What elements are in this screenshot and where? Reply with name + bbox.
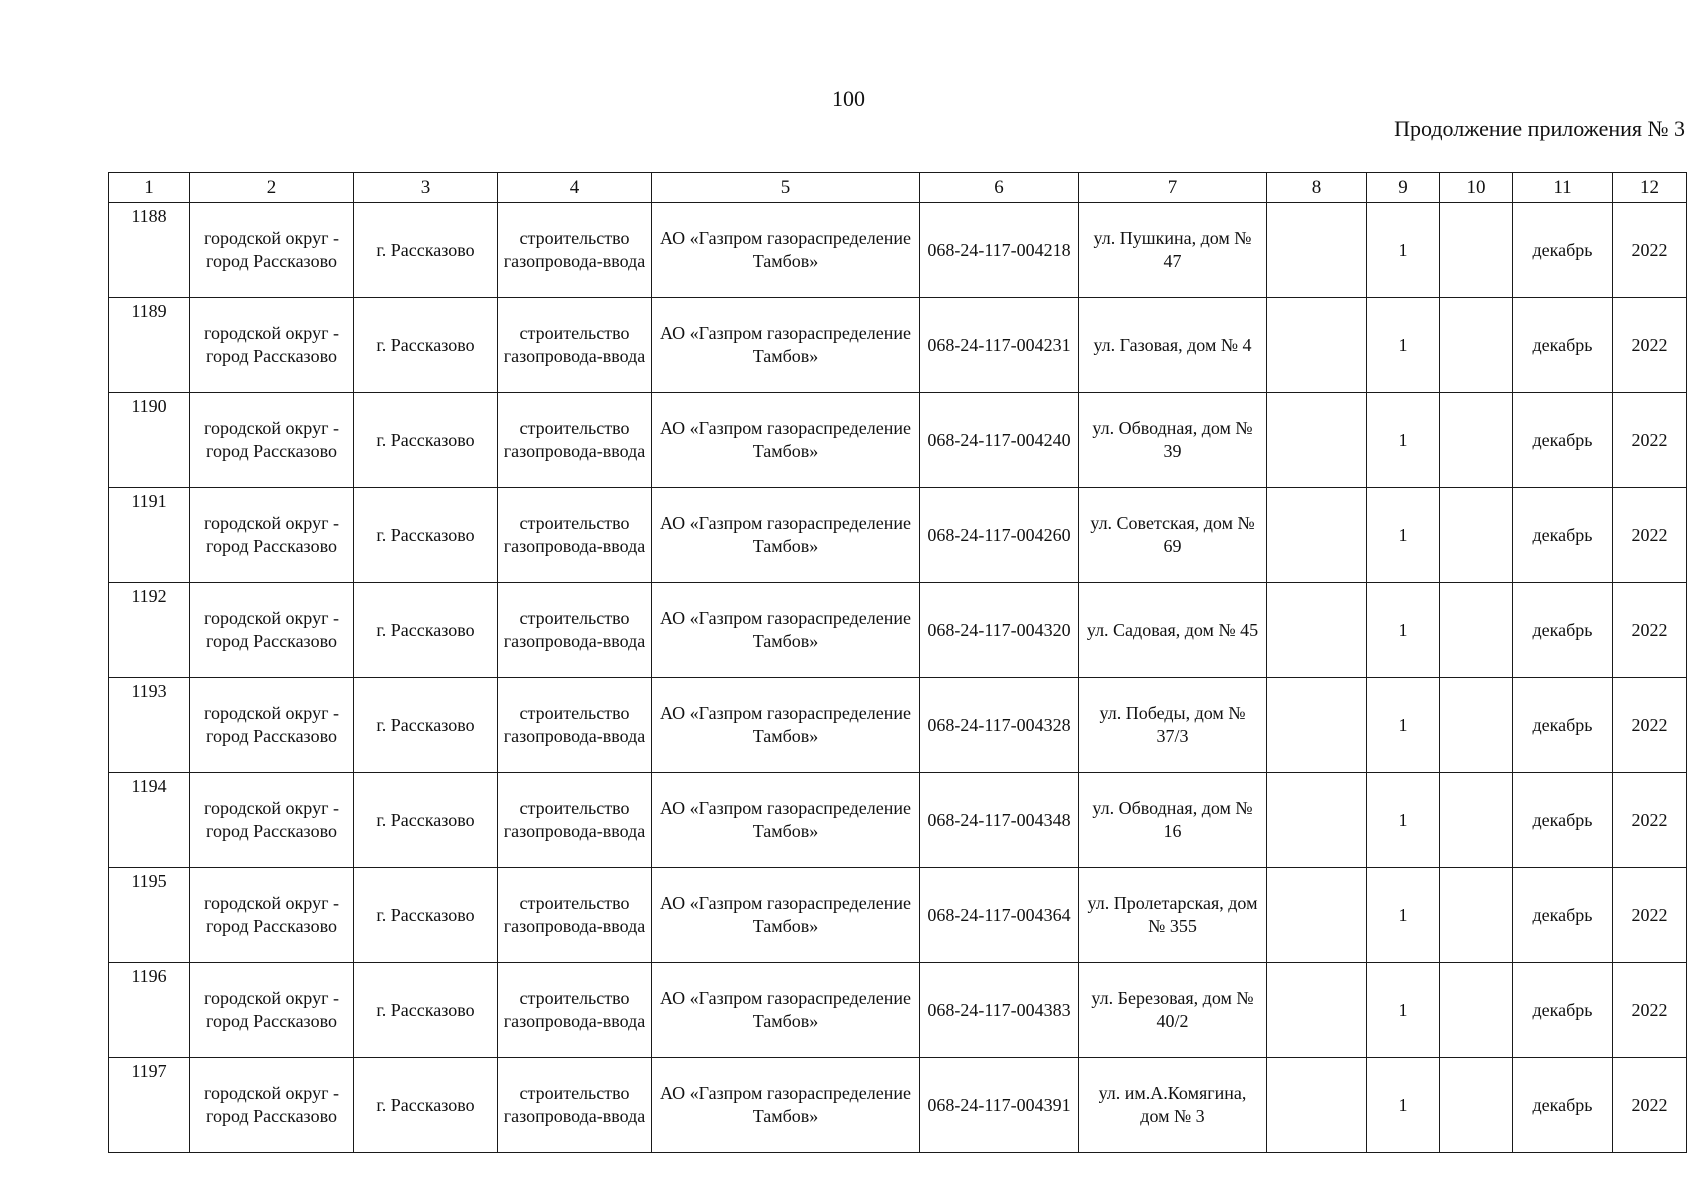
row-number: 1188 xyxy=(109,203,190,298)
address-cell: ул. Пролетарская, дом № 355 xyxy=(1079,868,1267,963)
locality-cell: г. Рассказово xyxy=(354,393,498,488)
year-cell: 2022 xyxy=(1613,963,1687,1058)
district-cell: городской округ - город Рассказово xyxy=(190,963,354,1058)
district-cell: городской округ - город Рассказово xyxy=(190,868,354,963)
month-cell: декабрь xyxy=(1513,488,1613,583)
object-code-cell: 068-24-117-004364 xyxy=(920,868,1079,963)
work-type-cell: строительство газопровода-ввода xyxy=(498,1058,652,1153)
column-8-cell xyxy=(1267,1058,1367,1153)
work-type-cell: строительство газопровода-ввода xyxy=(498,298,652,393)
row-number: 1190 xyxy=(109,393,190,488)
quantity-cell: 1 xyxy=(1367,868,1440,963)
work-type-cell: строительство газопровода-ввода xyxy=(498,678,652,773)
table-row xyxy=(109,203,1687,298)
object-code-cell: 068-24-117-004383 xyxy=(920,963,1079,1058)
address-cell: ул. им.А.Комягина, дом № 3 xyxy=(1079,1058,1267,1153)
locality-cell: г. Рассказово xyxy=(354,773,498,868)
column-8-cell xyxy=(1267,583,1367,678)
table-row xyxy=(109,963,1687,1058)
organization-cell: АО «Газпром газораспределение Тамбов» xyxy=(652,678,920,773)
column-8-cell xyxy=(1267,298,1367,393)
address-cell: ул. Обводная, дом № 16 xyxy=(1079,773,1267,868)
column-10-cell xyxy=(1440,773,1513,868)
column-header: 2 xyxy=(190,173,354,203)
locality-cell: г. Рассказово xyxy=(354,963,498,1058)
object-code-cell: 068-24-117-004320 xyxy=(920,583,1079,678)
row-number: 1195 xyxy=(109,868,190,963)
work-type-cell: строительство газопровода-ввода xyxy=(498,773,652,868)
column-8-cell xyxy=(1267,488,1367,583)
organization-cell: АО «Газпром газораспределение Тамбов» xyxy=(652,583,920,678)
column-8-cell xyxy=(1267,868,1367,963)
month-cell: декабрь xyxy=(1513,678,1613,773)
column-header: 7 xyxy=(1079,173,1267,203)
object-code-cell: 068-24-117-004240 xyxy=(920,393,1079,488)
work-type-cell: строительство газопровода-ввода xyxy=(498,393,652,488)
quantity-cell: 1 xyxy=(1367,298,1440,393)
district-cell: городской округ - город Рассказово xyxy=(190,393,354,488)
column-header: 1 xyxy=(109,173,190,203)
organization-cell: АО «Газпром газораспределение Тамбов» xyxy=(652,773,920,868)
district-cell: городской округ - город Рассказово xyxy=(190,773,354,868)
column-header: 3 xyxy=(354,173,498,203)
quantity-cell: 1 xyxy=(1367,678,1440,773)
table-row xyxy=(109,773,1687,868)
month-cell: декабрь xyxy=(1513,773,1613,868)
column-10-cell xyxy=(1440,298,1513,393)
address-cell: ул. Обводная, дом № 39 xyxy=(1079,393,1267,488)
district-cell: городской округ - город Рассказово xyxy=(190,298,354,393)
work-type-cell: строительство газопровода-ввода xyxy=(498,203,652,298)
column-header: 5 xyxy=(652,173,920,203)
locality-cell: г. Рассказово xyxy=(354,1058,498,1153)
month-cell: декабрь xyxy=(1513,868,1613,963)
table-row xyxy=(109,868,1687,963)
month-cell: декабрь xyxy=(1513,203,1613,298)
month-cell: декабрь xyxy=(1513,393,1613,488)
year-cell: 2022 xyxy=(1613,583,1687,678)
district-cell: городской округ - город Рассказово xyxy=(190,1058,354,1153)
table-row xyxy=(109,488,1687,583)
column-10-cell xyxy=(1440,488,1513,583)
year-cell: 2022 xyxy=(1613,488,1687,583)
column-10-cell xyxy=(1440,1058,1513,1153)
object-code-cell: 068-24-117-004260 xyxy=(920,488,1079,583)
column-10-cell xyxy=(1440,393,1513,488)
month-cell: декабрь xyxy=(1513,963,1613,1058)
work-type-cell: строительство газопровода-ввода xyxy=(498,583,652,678)
column-8-cell xyxy=(1267,393,1367,488)
address-cell: ул. Пушкина, дом № 47 xyxy=(1079,203,1267,298)
locality-cell: г. Рассказово xyxy=(354,868,498,963)
column-header: 12 xyxy=(1613,173,1687,203)
organization-cell: АО «Газпром газораспределение Тамбов» xyxy=(652,1058,920,1153)
locality-cell: г. Рассказово xyxy=(354,298,498,393)
address-cell: ул. Победы, дом № 37/3 xyxy=(1079,678,1267,773)
column-8-cell xyxy=(1267,773,1367,868)
organization-cell: АО «Газпром газораспределение Тамбов» xyxy=(652,393,920,488)
row-number: 1197 xyxy=(109,1058,190,1153)
year-cell: 2022 xyxy=(1613,298,1687,393)
column-number-row xyxy=(109,173,1687,203)
organization-cell: АО «Газпром газораспределение Тамбов» xyxy=(652,298,920,393)
district-cell: городской округ - город Рассказово xyxy=(190,488,354,583)
quantity-cell: 1 xyxy=(1367,488,1440,583)
object-code-cell: 068-24-117-004348 xyxy=(920,773,1079,868)
column-10-cell xyxy=(1440,203,1513,298)
organization-cell: АО «Газпром газораспределение Тамбов» xyxy=(652,488,920,583)
work-type-cell: строительство газопровода-ввода xyxy=(498,868,652,963)
column-header: 4 xyxy=(498,173,652,203)
year-cell: 2022 xyxy=(1613,1058,1687,1153)
column-header: 11 xyxy=(1513,173,1613,203)
month-cell: декабрь xyxy=(1513,298,1613,393)
address-cell: ул. Советская, дом № 69 xyxy=(1079,488,1267,583)
column-header: 8 xyxy=(1267,173,1367,203)
row-number: 1192 xyxy=(109,583,190,678)
address-cell: ул. Садовая, дом № 45 xyxy=(1079,583,1267,678)
locality-cell: г. Рассказово xyxy=(354,678,498,773)
row-number: 1193 xyxy=(109,678,190,773)
table-row xyxy=(109,298,1687,393)
column-10-cell xyxy=(1440,678,1513,773)
table-row xyxy=(109,678,1687,773)
locality-cell: г. Рассказово xyxy=(354,488,498,583)
work-type-cell: строительство газопровода-ввода xyxy=(498,963,652,1058)
quantity-cell: 1 xyxy=(1367,963,1440,1058)
work-type-cell: строительство газопровода-ввода xyxy=(498,488,652,583)
object-code-cell: 068-24-117-004328 xyxy=(920,678,1079,773)
quantity-cell: 1 xyxy=(1367,1058,1440,1153)
table-row xyxy=(109,393,1687,488)
table-row xyxy=(109,583,1687,678)
month-cell: декабрь xyxy=(1513,583,1613,678)
locality-cell: г. Рассказово xyxy=(354,583,498,678)
district-cell: городской округ - город Рассказово xyxy=(190,203,354,298)
locality-cell: г. Рассказово xyxy=(354,203,498,298)
column-8-cell xyxy=(1267,203,1367,298)
row-number: 1189 xyxy=(109,298,190,393)
table-body xyxy=(109,203,1687,1153)
organization-cell: АО «Газпром газораспределение Тамбов» xyxy=(652,203,920,298)
year-cell: 2022 xyxy=(1613,773,1687,868)
month-cell: декабрь xyxy=(1513,1058,1613,1153)
address-cell: ул. Газовая, дом № 4 xyxy=(1079,298,1267,393)
year-cell: 2022 xyxy=(1613,393,1687,488)
organization-cell: АО «Газпром газораспределение Тамбов» xyxy=(652,868,920,963)
year-cell: 2022 xyxy=(1613,678,1687,773)
quantity-cell: 1 xyxy=(1367,773,1440,868)
object-code-cell: 068-24-117-004218 xyxy=(920,203,1079,298)
page-number: 100 xyxy=(832,86,865,111)
organization-cell: АО «Газпром газораспределение Тамбов» xyxy=(652,963,920,1058)
column-header: 9 xyxy=(1367,173,1440,203)
appendix-continuation-note: Продолжение приложения № 3 xyxy=(1394,116,1685,141)
column-10-cell xyxy=(1440,583,1513,678)
table-row xyxy=(109,1058,1687,1153)
registry-table xyxy=(108,172,1687,1153)
row-number: 1194 xyxy=(109,773,190,868)
row-number: 1191 xyxy=(109,488,190,583)
object-code-cell: 068-24-117-004231 xyxy=(920,298,1079,393)
column-8-cell xyxy=(1267,963,1367,1058)
column-header: 6 xyxy=(920,173,1079,203)
year-cell: 2022 xyxy=(1613,868,1687,963)
column-10-cell xyxy=(1440,868,1513,963)
year-cell: 2022 xyxy=(1613,203,1687,298)
column-header: 10 xyxy=(1440,173,1513,203)
column-8-cell xyxy=(1267,678,1367,773)
district-cell: городской округ - город Рассказово xyxy=(190,678,354,773)
quantity-cell: 1 xyxy=(1367,203,1440,298)
address-cell: ул. Березовая, дом № 40/2 xyxy=(1079,963,1267,1058)
quantity-cell: 1 xyxy=(1367,393,1440,488)
district-cell: городской округ - город Рассказово xyxy=(190,583,354,678)
object-code-cell: 068-24-117-004391 xyxy=(920,1058,1079,1153)
column-10-cell xyxy=(1440,963,1513,1058)
quantity-cell: 1 xyxy=(1367,583,1440,678)
row-number: 1196 xyxy=(109,963,190,1058)
